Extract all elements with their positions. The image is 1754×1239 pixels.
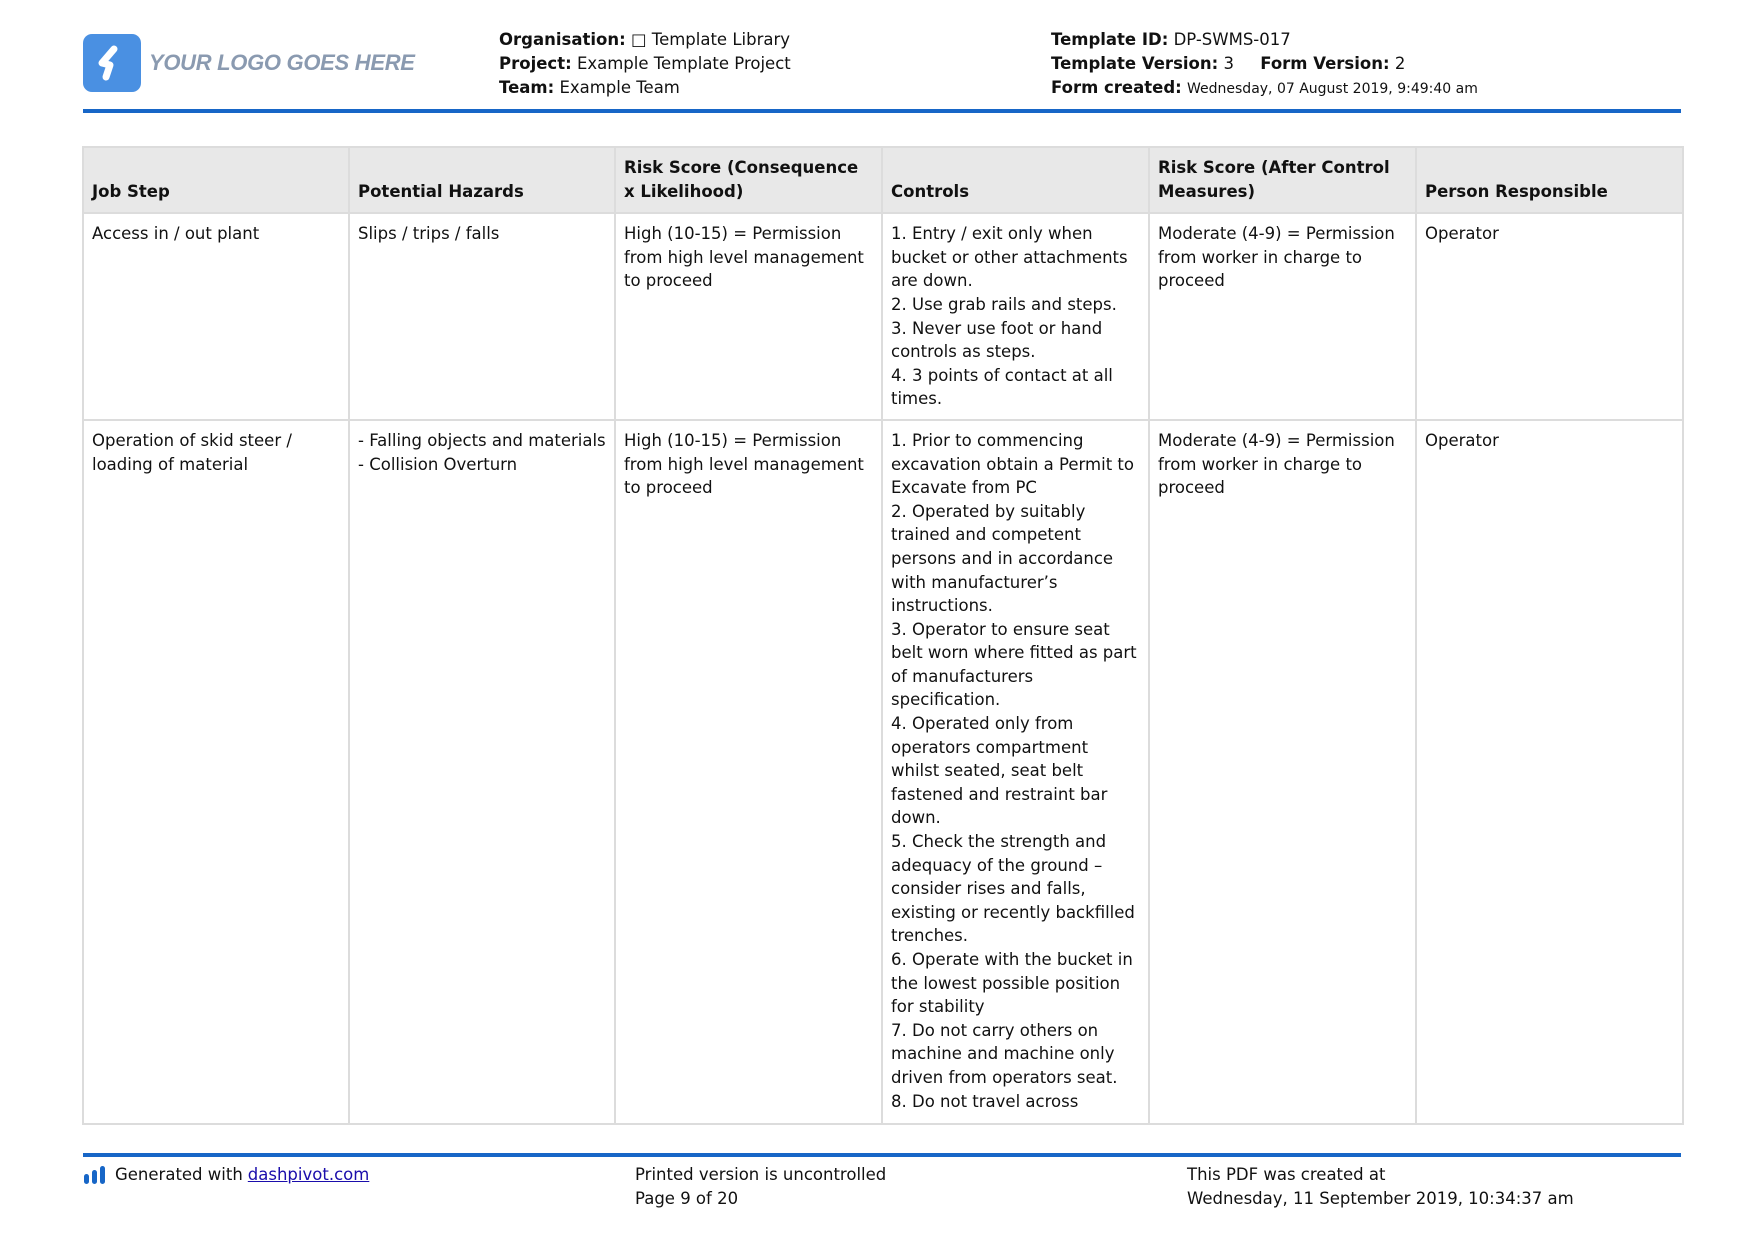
template-version-value: 3 [1223,54,1234,73]
print-info [635,1163,886,1211]
generated-with-label: Generated with [115,1165,243,1184]
control-item: 4. Operated only from operators compartment whilst seated, seat belt fastened and restraint bar down. [891,714,1108,828]
pdf-created-label: This PDF was created at [1187,1165,1386,1184]
control-item: 7. Do not carry others on machine and machine only driven from operators seat. [891,1020,1118,1087]
controls-cell [882,420,1149,1124]
project-value: Example Template Project [576,54,791,73]
risk-score-cell: High (10-15) = Permission from high level management to proceed [615,213,882,420]
template-version-label: Template Version: [1051,54,1219,73]
job-step-cell: Operation of skid steer / loading of material [83,420,349,1124]
team-line [499,76,791,100]
organisation-label: Organisation: [499,30,626,49]
swms-table [82,146,1684,1125]
control-item: 8. Do not travel across [891,1091,1079,1111]
form-version-value: 2 [1394,54,1406,73]
dashpivot-link[interactable]: dashpivot.com [247,1165,370,1184]
control-item: 3. Never use foot or hand controls as steps. [891,318,1103,362]
risk-after-cell: Moderate (4-9) = Permission from worker in charge to proceed [1149,420,1416,1124]
template-id-line [1051,28,1478,52]
risk-after-cell: Moderate (4-9) = Permission from worker in charge to proceed [1149,213,1416,420]
col-header-risk-score: Risk Score (Consequence x Likelihood) [615,147,882,213]
form-version-label: Form Version: [1260,54,1390,73]
page-footer [83,1163,1681,1223]
person-responsible-cell: Operator [1416,420,1683,1124]
risk-score-cell: High (10-15) = Permission from high level management to proceed [615,420,882,1124]
template-id-value: DP-SWMS-017 [1173,30,1291,49]
control-item: 3. Operator to ensure seat belt worn where fitted as part of manufacturers specification. [891,619,1137,710]
generated-with [83,1163,369,1187]
pdf-created-value: Wednesday, 11 September 2019, 10:34:37 am [1187,1189,1574,1208]
logo-text: YOUR LOGO GOES HERE [149,50,415,75]
col-header-job-step: Job Step [83,147,349,213]
control-item: 1. Prior to commencing excavation obtain a Permit to Excavate from PC [891,430,1134,498]
header-divider [83,109,1681,113]
col-header-potential-hazards: Potential Hazards [349,147,615,213]
pdf-created-info [1187,1163,1574,1211]
control-item: 2. Operated by suitably trained and competent persons and in accordance with manufacturer’s instructions. [891,501,1114,616]
job-step-cell: Access in / out plant [83,213,349,420]
template-meta [1051,28,1478,101]
control-item: 4. 3 points of contact at all times. [891,365,1113,409]
hazard-item: - Falling objects and materials [358,430,606,450]
hazard-item: Slips / trips / falls [358,224,500,244]
table-row [83,420,1683,1124]
project-line [499,52,791,76]
form-created-label: Form created: [1051,78,1182,97]
controls-cell [882,213,1149,420]
organisation-line [499,28,791,52]
person-responsible-cell: Operator [1416,213,1683,420]
team-label: Team: [499,78,555,97]
page-header [83,28,1681,110]
hazard-item: - Collision Overturn [358,454,518,474]
logo-mark-icon [83,34,141,92]
printed-notice: Printed version is uncontrolled [635,1165,887,1184]
dashpivot-bars-icon [83,1165,107,1185]
table-header-row [83,147,1683,213]
page-number: Page 9 of 20 [635,1189,739,1208]
col-header-person-responsible: Person Responsible [1416,147,1683,213]
col-header-controls: Controls [882,147,1149,213]
footer-divider [83,1153,1681,1157]
project-meta [499,28,791,100]
team-value: Example Team [559,78,680,97]
table-row [83,213,1683,420]
control-item: 6. Operate with the bucket in the lowest possible position for stability [891,950,1133,1017]
form-created-line [1051,76,1478,101]
version-line [1051,52,1478,76]
logo [83,34,415,92]
hazards-cell [349,420,615,1124]
control-item: 2. Use grab rails and steps. [891,294,1117,314]
organisation-value: □ Template Library [630,30,791,49]
col-header-risk-score-after: Risk Score (After Control Measures) [1149,147,1416,213]
project-label: Project: [499,54,572,73]
template-id-label: Template ID: [1051,30,1169,49]
form-created-value: Wednesday, 07 August 2019, 9:49:40 am [1187,81,1478,97]
control-item: 5. Check the strength and adequacy of the ground – consider rises and falls, existing or recently backfilled trenches. [891,832,1135,946]
control-item: 1. Entry / exit only when bucket or other attachments are down. [891,224,1128,291]
hazards-cell [349,213,615,420]
